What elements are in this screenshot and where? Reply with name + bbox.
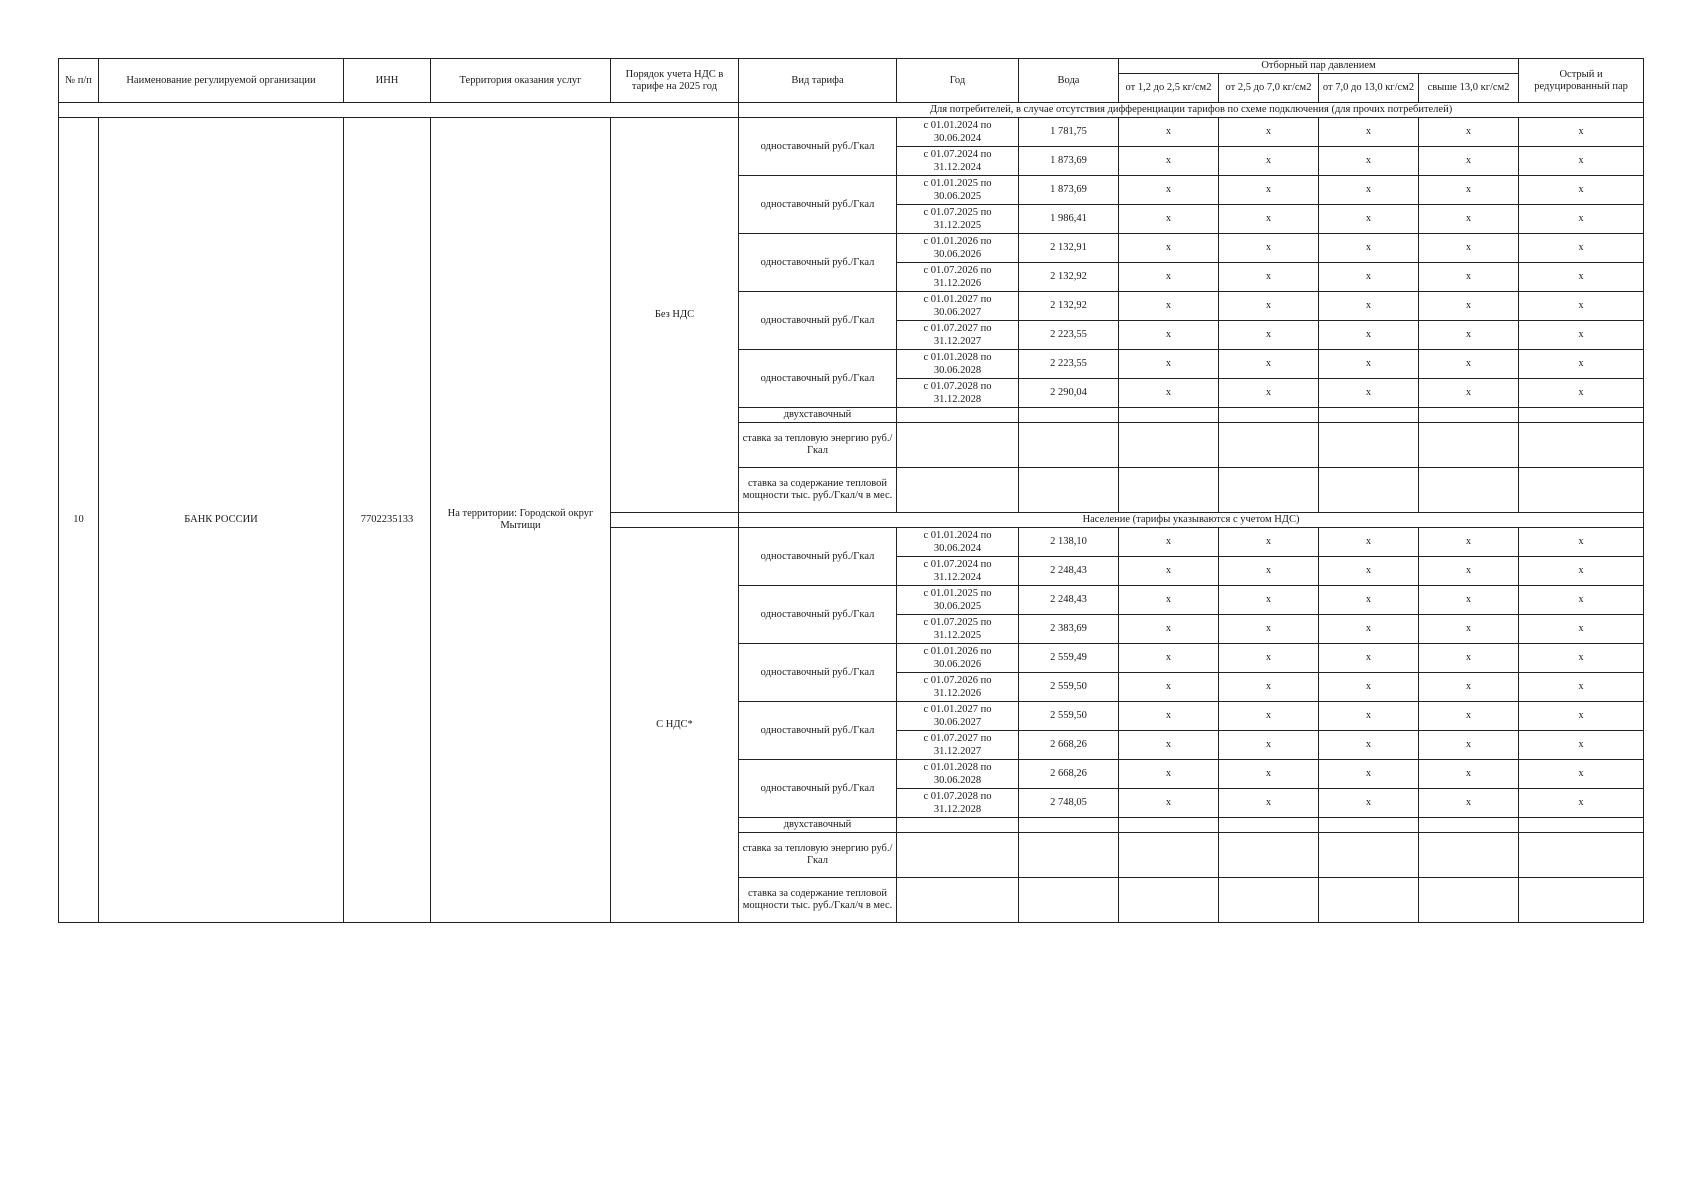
empty-cell (1219, 878, 1319, 923)
empty-cell (897, 818, 1019, 833)
section-banner: Для потребителей, в случае отсутствия дифференциации тарифов по схеме подключения (для прочих потребителей) (739, 103, 1644, 118)
x-mark: х (1519, 644, 1644, 673)
tariff-sheet (58, 58, 1643, 923)
x-mark: х (1519, 118, 1644, 147)
x-mark: х (1319, 321, 1419, 350)
water-value: 1 873,69 (1019, 176, 1119, 205)
x-mark: х (1519, 321, 1644, 350)
x-mark: х (1419, 760, 1519, 789)
x-mark: х (1519, 234, 1644, 263)
x-mark: х (1219, 731, 1319, 760)
water-value: 2 559,50 (1019, 702, 1119, 731)
empty-cell (1519, 423, 1644, 468)
period-cell: с 01.07.2025 по 31.12.2025 (897, 615, 1019, 644)
x-mark: х (1519, 292, 1644, 321)
x-mark: х (1519, 702, 1644, 731)
x-mark: х (1119, 263, 1219, 292)
empty-cell (1319, 408, 1419, 423)
empty-cell (1119, 818, 1219, 833)
x-mark: х (1219, 615, 1319, 644)
empty-cell (1419, 878, 1519, 923)
x-mark: х (1519, 263, 1644, 292)
x-mark: х (1519, 673, 1644, 702)
x-mark: х (1519, 789, 1644, 818)
x-mark: х (1519, 147, 1644, 176)
tariff-type-single: одноставочный руб./Гкал (739, 644, 897, 702)
tariff-type-single: одноставочный руб./Гкал (739, 350, 897, 408)
x-mark: х (1219, 118, 1319, 147)
x-mark: х (1319, 176, 1419, 205)
x-mark: х (1419, 528, 1519, 557)
x-mark: х (1119, 760, 1219, 789)
x-mark: х (1119, 205, 1219, 234)
x-mark: х (1419, 586, 1519, 615)
x-mark: х (1319, 760, 1419, 789)
period-cell: с 01.01.2025 по 30.06.2025 (897, 176, 1019, 205)
empty-cell (1119, 468, 1219, 513)
header-water: Вода (1019, 59, 1119, 103)
water-value: 2 668,26 (1019, 760, 1119, 789)
section-banner-row (59, 103, 1644, 118)
tariff-type-single: одноставочный руб./Гкал (739, 528, 897, 586)
x-mark: х (1219, 760, 1319, 789)
x-mark: х (1319, 118, 1419, 147)
x-mark: х (1519, 205, 1644, 234)
capacity-rate-label: ставка за содержание тепловой мощности тыс. руб./Гкал/ч в мес. (739, 878, 897, 923)
header-steam-group: Отборный пар давлением (1119, 59, 1519, 74)
x-mark: х (1419, 176, 1519, 205)
empty-cell (1419, 833, 1519, 878)
period-cell: с 01.01.2024 по 30.06.2024 (897, 118, 1019, 147)
x-mark: х (1119, 789, 1219, 818)
header-vat-order: Порядок учета НДС в тарифе на 2025 год (611, 59, 739, 103)
capacity-rate-label: ставка за содержание тепловой мощности тыс. руб./Гкал/ч в мес. (739, 468, 897, 513)
empty-cell (1419, 468, 1519, 513)
x-mark: х (1219, 789, 1319, 818)
x-mark: х (1419, 644, 1519, 673)
x-mark: х (1219, 234, 1319, 263)
x-mark: х (1119, 644, 1219, 673)
x-mark: х (1119, 321, 1219, 350)
period-cell: с 01.07.2028 по 31.12.2028 (897, 379, 1019, 408)
x-mark: х (1319, 147, 1419, 176)
period-cell: с 01.07.2025 по 31.12.2025 (897, 205, 1019, 234)
x-mark: х (1319, 528, 1419, 557)
banner-left-empty (59, 103, 739, 118)
x-mark: х (1119, 118, 1219, 147)
x-mark: х (1519, 615, 1644, 644)
x-mark: х (1119, 176, 1219, 205)
x-mark: х (1419, 731, 1519, 760)
x-mark: х (1419, 205, 1519, 234)
x-mark: х (1419, 379, 1519, 408)
water-value: 2 132,92 (1019, 292, 1119, 321)
water-value: 2 138,10 (1019, 528, 1119, 557)
x-mark: х (1419, 234, 1519, 263)
empty-cell (1319, 833, 1419, 878)
x-mark: х (1119, 586, 1219, 615)
x-mark: х (1419, 673, 1519, 702)
x-mark: х (1319, 673, 1419, 702)
empty-cell (1019, 878, 1119, 923)
tariff-type-two-part: двухставочный (739, 408, 897, 423)
x-mark: х (1519, 528, 1644, 557)
empty-cell (1019, 818, 1119, 833)
x-mark: х (1219, 379, 1319, 408)
header-territory: Территория оказания услуг (431, 59, 611, 103)
water-value: 2 223,55 (1019, 321, 1119, 350)
period-cell: с 01.07.2027 по 31.12.2027 (897, 731, 1019, 760)
tariff-type-single: одноставочный руб./Гкал (739, 234, 897, 292)
water-value: 2 223,55 (1019, 350, 1119, 379)
period-cell: с 01.07.2028 по 31.12.2028 (897, 789, 1019, 818)
x-mark: х (1219, 205, 1319, 234)
empty-cell (1219, 423, 1319, 468)
x-mark: х (1219, 263, 1319, 292)
tariff-type-single: одноставочный руб./Гкал (739, 292, 897, 350)
water-value: 2 132,92 (1019, 263, 1119, 292)
x-mark: х (1519, 760, 1644, 789)
empty-cell (897, 833, 1019, 878)
header-sharp-steam: Острый и редуцированный пар (1519, 59, 1644, 103)
x-mark: х (1319, 292, 1419, 321)
x-mark: х (1119, 234, 1219, 263)
x-mark: х (1219, 702, 1319, 731)
x-mark: х (1519, 586, 1644, 615)
period-cell: с 01.01.2027 по 30.06.2027 (897, 292, 1019, 321)
org-inn: 7702235133 (344, 118, 431, 923)
period-cell: с 01.07.2024 по 31.12.2024 (897, 557, 1019, 586)
x-mark: х (1119, 731, 1219, 760)
x-mark: х (1119, 702, 1219, 731)
header-org-name: Наименование регулируемой организации (99, 59, 344, 103)
period-cell: с 01.01.2028 по 30.06.2028 (897, 760, 1019, 789)
tariff-type-two-part: двухставочный (739, 818, 897, 833)
empty-cell (1319, 818, 1419, 833)
header-steam-4: свыше 13,0 кг/см2 (1419, 74, 1519, 103)
water-value: 2 248,43 (1019, 557, 1119, 586)
tariff-type-single: одноставочный руб./Гкал (739, 760, 897, 818)
x-mark: х (1319, 379, 1419, 408)
x-mark: х (1219, 292, 1319, 321)
empty-cell (1019, 423, 1119, 468)
empty-cell (1219, 468, 1319, 513)
tariff-type-single: одноставочный руб./Гкал (739, 586, 897, 644)
empty-cell (1119, 878, 1219, 923)
empty-cell (1419, 423, 1519, 468)
header-inn: ИНН (344, 59, 431, 103)
x-mark: х (1119, 557, 1219, 586)
water-value: 2 559,49 (1019, 644, 1119, 673)
period-cell: с 01.01.2025 по 30.06.2025 (897, 586, 1019, 615)
x-mark: х (1219, 557, 1319, 586)
header-steam-1: от 1,2 до 2,5 кг/см2 (1119, 74, 1219, 103)
water-value: 1 781,75 (1019, 118, 1119, 147)
x-mark: х (1219, 147, 1319, 176)
x-mark: х (1419, 321, 1519, 350)
org-name: БАНК РОССИИ (99, 118, 344, 923)
x-mark: х (1419, 557, 1519, 586)
water-value: 1 986,41 (1019, 205, 1119, 234)
x-mark: х (1419, 350, 1519, 379)
x-mark: х (1319, 234, 1419, 263)
x-mark: х (1319, 615, 1419, 644)
x-mark: х (1319, 263, 1419, 292)
x-mark: х (1319, 205, 1419, 234)
tariff-table (58, 58, 1644, 923)
vat-order: Без НДС (611, 118, 739, 513)
x-mark: х (1419, 292, 1519, 321)
x-mark: х (1419, 147, 1519, 176)
header-steam-3: от 7,0 до 13,0 кг/см2 (1319, 74, 1419, 103)
empty-cell (1419, 408, 1519, 423)
org-num: 10 (59, 118, 99, 923)
x-mark: х (1219, 528, 1319, 557)
section-banner: Население (тарифы указываются с учетом НДС) (739, 513, 1644, 528)
x-mark: х (1119, 379, 1219, 408)
empty-cell (1019, 468, 1119, 513)
x-mark: х (1319, 557, 1419, 586)
empty-cell (1119, 408, 1219, 423)
empty-cell (1319, 423, 1419, 468)
empty-cell (1219, 833, 1319, 878)
period-cell: с 01.01.2028 по 30.06.2028 (897, 350, 1019, 379)
x-mark: х (1419, 118, 1519, 147)
water-value: 2 290,04 (1019, 379, 1119, 408)
period-cell: с 01.07.2026 по 31.12.2026 (897, 673, 1019, 702)
x-mark: х (1319, 586, 1419, 615)
empty-cell (1519, 408, 1644, 423)
x-mark: х (1119, 350, 1219, 379)
tariff-type-single: одноставочный руб./Гкал (739, 176, 897, 234)
x-mark: х (1419, 615, 1519, 644)
water-value: 2 559,50 (1019, 673, 1119, 702)
x-mark: х (1519, 350, 1644, 379)
period-cell: с 01.01.2026 по 30.06.2026 (897, 644, 1019, 673)
x-mark: х (1419, 263, 1519, 292)
x-mark: х (1119, 147, 1219, 176)
empty-cell (1219, 818, 1319, 833)
x-mark: х (1419, 702, 1519, 731)
empty-cell (1119, 833, 1219, 878)
empty-cell (897, 878, 1019, 923)
banner-vat-gap (611, 513, 739, 528)
period-cell: с 01.07.2024 по 31.12.2024 (897, 147, 1019, 176)
x-mark: х (1419, 789, 1519, 818)
water-value: 2 248,43 (1019, 586, 1119, 615)
energy-rate-label: ставка за тепловую энергию руб./Гкал (739, 833, 897, 878)
empty-cell (1319, 878, 1419, 923)
x-mark: х (1219, 586, 1319, 615)
tariff-type-single: одноставочный руб./Гкал (739, 702, 897, 760)
period-cell: с 01.01.2026 по 30.06.2026 (897, 234, 1019, 263)
x-mark: х (1319, 731, 1419, 760)
empty-cell (897, 468, 1019, 513)
period-cell: с 01.07.2027 по 31.12.2027 (897, 321, 1019, 350)
x-mark: х (1519, 557, 1644, 586)
period-cell: с 01.01.2027 по 30.06.2027 (897, 702, 1019, 731)
empty-cell (1419, 818, 1519, 833)
water-value: 2 383,69 (1019, 615, 1119, 644)
empty-cell (897, 408, 1019, 423)
x-mark: х (1519, 379, 1644, 408)
water-value: 1 873,69 (1019, 147, 1119, 176)
empty-cell (1219, 408, 1319, 423)
header-year: Год (897, 59, 1019, 103)
energy-rate-label: ставка за тепловую энергию руб./Гкал (739, 423, 897, 468)
x-mark: х (1119, 673, 1219, 702)
empty-cell (1519, 878, 1644, 923)
empty-cell (1519, 818, 1644, 833)
x-mark: х (1319, 789, 1419, 818)
x-mark: х (1319, 702, 1419, 731)
x-mark: х (1219, 350, 1319, 379)
period-cell: с 01.07.2026 по 31.12.2026 (897, 263, 1019, 292)
empty-cell (1119, 423, 1219, 468)
x-mark: х (1219, 673, 1319, 702)
header-tariff-type: Вид тарифа (739, 59, 897, 103)
empty-cell (1019, 408, 1119, 423)
empty-cell (1519, 833, 1644, 878)
x-mark: х (1319, 350, 1419, 379)
tariff-type-single: одноставочный руб./Гкал (739, 118, 897, 176)
x-mark: х (1219, 176, 1319, 205)
x-mark: х (1519, 176, 1644, 205)
x-mark: х (1319, 644, 1419, 673)
vat-order: С НДС* (611, 528, 739, 923)
water-value: 2 132,91 (1019, 234, 1119, 263)
header-num: № п/п (59, 59, 99, 103)
water-value: 2 748,05 (1019, 789, 1119, 818)
empty-cell (897, 423, 1019, 468)
x-mark: х (1219, 644, 1319, 673)
header-steam-2: от 2,5 до 7,0 кг/см2 (1219, 74, 1319, 103)
period-cell: с 01.01.2024 по 30.06.2024 (897, 528, 1019, 557)
x-mark: х (1519, 731, 1644, 760)
empty-cell (1519, 468, 1644, 513)
org-territory: На территории: Городской округ Мытищи (431, 118, 611, 923)
empty-cell (1019, 833, 1119, 878)
x-mark: х (1119, 528, 1219, 557)
table-row (59, 118, 1644, 147)
x-mark: х (1119, 292, 1219, 321)
x-mark: х (1219, 321, 1319, 350)
empty-cell (1319, 468, 1419, 513)
water-value: 2 668,26 (1019, 731, 1119, 760)
x-mark: х (1119, 615, 1219, 644)
